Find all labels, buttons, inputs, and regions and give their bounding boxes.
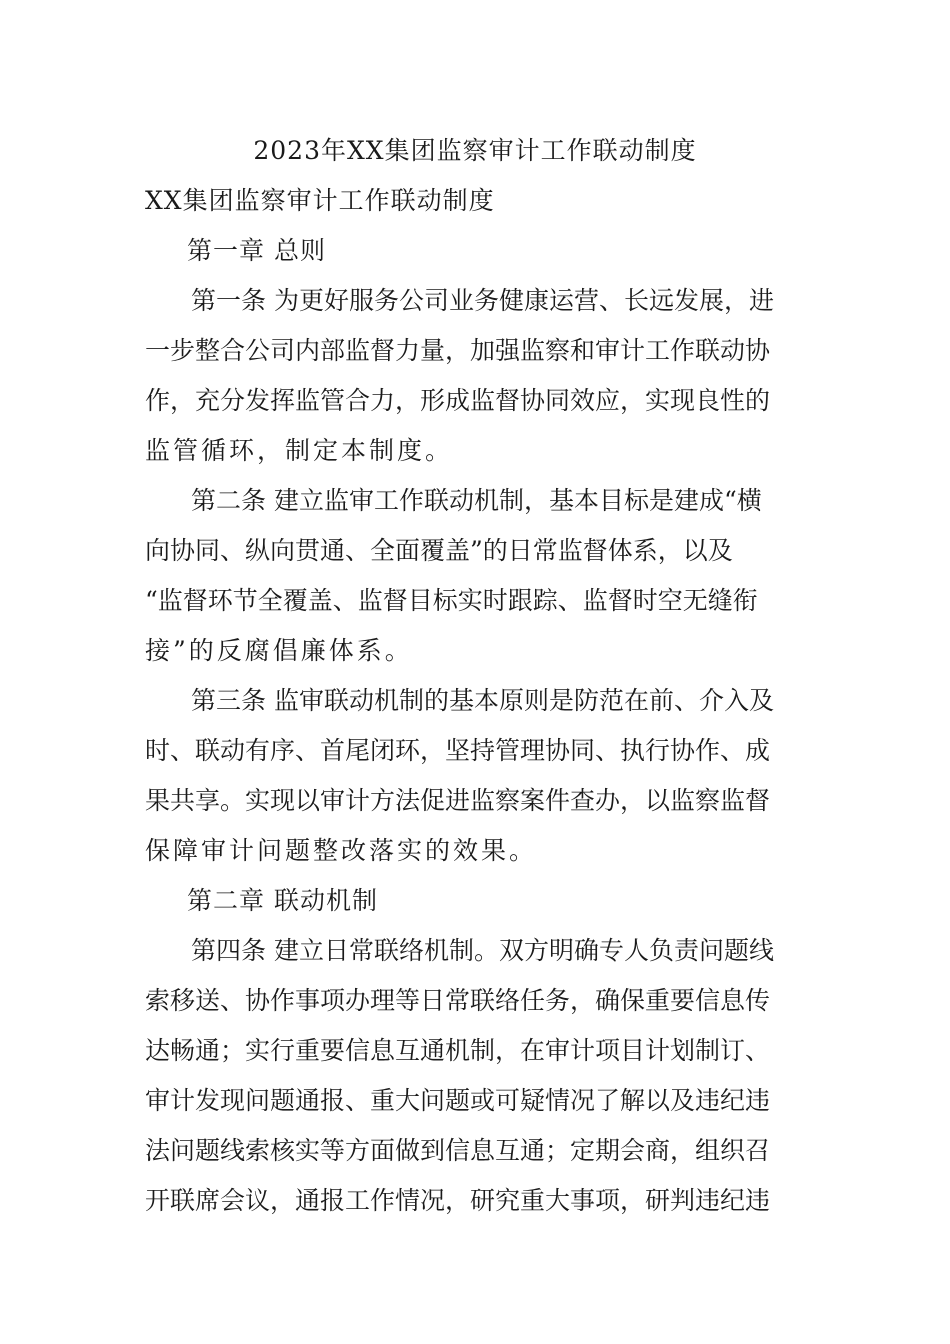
paragraph-line: 监管循环，制定本制度。 [145,436,454,465]
paragraph-line: 达畅通；实行重要信息互通机制，在审计项目计划制订、 [145,1036,771,1065]
document-title: 2023年XX集团监察审计工作联动制度 [253,136,697,165]
paragraph-line: 一步整合公司内部监督力量，加强监察和审计工作联动协 [145,336,771,365]
paragraph-line: 果共享。实现以审计方法促进监察案件查办，以监察监督 [145,786,771,815]
chapter-heading: 第一章 总则 [187,236,326,265]
paragraph-line: 时、联动有序、首尾闭环，坚持管理协同、执行协作、成 [145,736,771,765]
paragraph-line: 第一条 为更好服务公司业务健康运营、长远发展，进 [191,286,774,315]
paragraph-line: 向协同、纵向贯通、全面覆盖”的日常监督体系，以及 [145,536,733,565]
paragraph-line: 作，充分发挥监管合力，形成监督协同效应，实现良性的 [145,386,771,415]
paragraph-line: 审计发现问题通报、重大问题或可疑情况了解以及违纪违 [145,1086,771,1115]
subtitle: XX集团监察审计工作联动制度 [145,186,495,215]
paragraph-line: 第三条 监审联动机制的基本原则是防范在前、介入及 [191,686,774,715]
paragraph-line: 法问题线索核实等方面做到信息互通；定期会商，组织召 [145,1136,771,1165]
chapter-heading: 第二章 联动机制 [187,886,378,915]
paragraph-line: 接”的反腐倡廉体系。 [145,636,413,665]
paragraph-line: 第二条 建立监审工作联动机制，基本目标是建成“横 [191,486,762,515]
paragraph-line: “监督环节全覆盖、监督目标实时跟踪、监督时空无缝衔 [145,586,758,615]
paragraph-line: 第四条 建立日常联络机制。双方明确专人负责问题线 [191,936,774,965]
paragraph-line: 保障审计问题整改落实的效果。 [145,836,538,865]
document-body [145,176,805,1226]
paragraph-line: 开联席会议，通报工作情况，研究重大事项，研判违纪违 [145,1186,771,1215]
paragraph-line: 索移送、协作事项办理等日常联络任务，确保重要信息传 [145,986,771,1015]
